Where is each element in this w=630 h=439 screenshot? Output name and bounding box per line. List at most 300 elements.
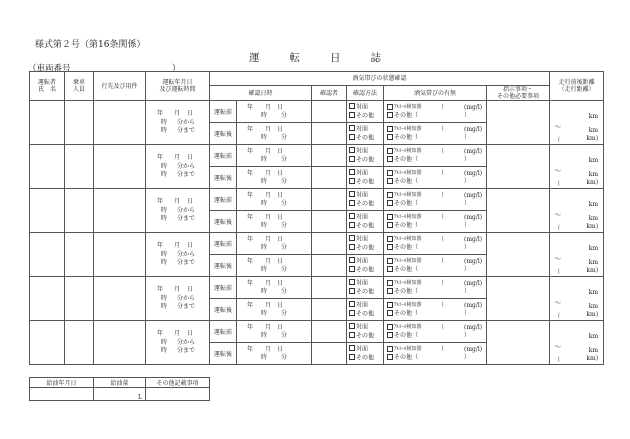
instructions-cell[interactable] — [487, 101, 550, 145]
title-char: 日 — [330, 52, 341, 64]
driver-name-cell[interactable] — [30, 189, 65, 233]
paren-label: （ — [554, 181, 561, 189]
unit-label: (mg/l) — [464, 279, 483, 287]
alcohol-meter-label: ｱﾙｺｰﾙ検知器 — [394, 169, 422, 176]
before-driving-label: 運転前 — [210, 321, 237, 343]
other-checkbox[interactable] — [387, 332, 393, 338]
driver-name-cell[interactable] — [30, 277, 65, 321]
driving-datetime-cell[interactable] — [146, 101, 210, 145]
face-label: 対面 — [356, 191, 369, 199]
instructions-cell[interactable] — [487, 277, 550, 321]
face-checkbox[interactable] — [349, 257, 355, 263]
method-cell — [347, 299, 384, 321]
distance-cell[interactable] — [550, 145, 604, 189]
paren-label: （ — [438, 103, 445, 111]
month-label: 月 — [174, 241, 181, 249]
other-label: その他（ — [394, 353, 419, 361]
month-label: 月 — [265, 235, 272, 243]
day-label: 日 — [277, 345, 284, 353]
confirmer-cell[interactable] — [312, 321, 347, 343]
km-label: km — [588, 245, 599, 253]
header-text: 指示事項・ — [503, 86, 534, 93]
check-datetime-before[interactable] — [237, 145, 312, 167]
paren-label: ） — [464, 287, 471, 295]
check-datetime-after[interactable] — [237, 343, 312, 365]
km-label: km) — [586, 355, 599, 363]
other-label: その他（ — [394, 221, 419, 229]
method-cell — [347, 211, 384, 233]
hour-label: 時 — [161, 347, 168, 355]
hour-label: 時 — [161, 118, 168, 126]
hour-label: 時 — [261, 221, 268, 229]
km-label: km — [588, 259, 599, 267]
method-cell — [347, 343, 384, 365]
km-label: km — [588, 303, 599, 311]
day-label: 日 — [187, 241, 194, 249]
from-label: 分から — [177, 294, 196, 302]
other-checkbox[interactable] — [387, 156, 393, 162]
year-label: 年 — [247, 345, 254, 353]
driver-name-cell[interactable] — [30, 321, 65, 365]
other-checkbox[interactable] — [387, 134, 393, 140]
paren-label: ） — [464, 331, 471, 339]
check-datetime-before[interactable] — [237, 101, 312, 123]
alcohol-meter-label: ｱﾙｺｰﾙ検知器 — [394, 147, 422, 154]
other-checkbox[interactable] — [387, 288, 393, 294]
paren-label: （ — [554, 357, 561, 365]
confirmer-cell[interactable] — [312, 255, 347, 277]
alcohol-meter-checkbox[interactable] — [387, 324, 393, 330]
other-checkbox[interactable] — [349, 310, 355, 316]
month-label: 月 — [265, 345, 272, 353]
month-label: 月 — [174, 329, 181, 337]
hour-label: 時 — [161, 250, 168, 258]
method-header: 確認方法 — [347, 86, 384, 101]
instructions-cell[interactable] — [487, 233, 550, 277]
other-checkbox[interactable] — [349, 200, 355, 206]
header-text: 走行前後距離 — [558, 79, 595, 86]
other-checkbox[interactable] — [349, 222, 355, 228]
presence-cell — [384, 321, 487, 343]
unit-label: (mg/l) — [464, 235, 483, 243]
minute-label: 分 — [281, 199, 288, 207]
face-checkbox[interactable] — [349, 235, 355, 241]
year-label: 年 — [247, 213, 254, 221]
until-label: 分まで — [177, 259, 196, 267]
alcohol-meter-checkbox[interactable] — [387, 346, 393, 352]
other-label: その他 — [356, 354, 375, 362]
other-checkbox[interactable] — [349, 354, 355, 360]
other-label: その他 — [356, 156, 375, 164]
check-datetime-before[interactable] — [237, 321, 312, 343]
unit-label: (mg/l) — [464, 257, 483, 265]
fuel-table — [29, 377, 210, 401]
paren-label: ） — [464, 199, 471, 207]
hour-label: 時 — [161, 206, 168, 214]
tilde-label: 〜 — [554, 211, 562, 220]
destination-cell[interactable] — [94, 101, 146, 145]
confirmer-cell[interactable] — [312, 211, 347, 233]
paren-label: ） — [464, 133, 471, 141]
face-checkbox[interactable] — [349, 279, 355, 285]
year-label: 年 — [247, 323, 254, 331]
km-label: km) — [586, 135, 599, 143]
minute-label: 分 — [281, 133, 288, 141]
day-label: 日 — [277, 103, 284, 111]
hour-label: 時 — [261, 133, 268, 141]
month-label: 月 — [174, 197, 181, 205]
unit-label: (mg/l) — [464, 147, 483, 155]
driving-datetime-cell[interactable] — [146, 277, 210, 321]
passengers-cell[interactable] — [65, 277, 94, 321]
distance-cell[interactable] — [550, 277, 604, 321]
other-label: その他（ — [394, 287, 419, 295]
paren-label: ） — [464, 177, 471, 185]
minute-label: 分 — [281, 353, 288, 361]
presence-cell — [384, 145, 487, 167]
after-driving-label: 運転後 — [210, 167, 237, 189]
confirmer-cell[interactable] — [312, 123, 347, 145]
km-label: km) — [586, 311, 599, 319]
until-label: 分まで — [177, 347, 196, 355]
year-label: 年 — [247, 257, 254, 265]
after-driving-label: 運転後 — [210, 343, 237, 365]
face-label: 対面 — [356, 279, 369, 287]
after-driving-label: 運転後 — [210, 255, 237, 277]
paren-label: （ — [438, 235, 445, 243]
minute-label: 分 — [281, 155, 288, 163]
minute-label: 分 — [281, 221, 288, 229]
face-checkbox[interactable] — [349, 169, 355, 175]
face-checkbox[interactable] — [349, 301, 355, 307]
from-label: 分から — [177, 118, 196, 126]
month-label: 月 — [174, 285, 181, 293]
vehicle-number-label: （車両番号 — [28, 64, 71, 74]
hour-label: 時 — [161, 215, 168, 223]
year-label: 年 — [157, 153, 164, 161]
header-text: 人員 — [72, 86, 85, 94]
instructions-cell[interactable] — [487, 145, 550, 189]
presence-cell — [384, 255, 487, 277]
other-label: その他（ — [394, 199, 419, 207]
year-label: 年 — [247, 235, 254, 243]
minute-label: 分 — [281, 287, 288, 295]
day-label: 日 — [277, 279, 284, 287]
face-checkbox[interactable] — [349, 125, 355, 131]
before-driving-label: 運転前 — [210, 101, 237, 123]
check-datetime-before[interactable] — [237, 277, 312, 299]
vehicle-number-close-paren: ） — [172, 64, 181, 74]
check-datetime-before[interactable] — [237, 189, 312, 211]
day-label: 日 — [277, 301, 284, 309]
alcohol-meter-label: ｱﾙｺｰﾙ検知器 — [394, 125, 422, 132]
confirmer-cell[interactable] — [312, 145, 347, 167]
fuel-notes-header: その他記載事項 — [146, 378, 210, 388]
day-label: 日 — [277, 125, 284, 133]
alcohol-meter-checkbox[interactable] — [387, 214, 393, 220]
day-label: 日 — [187, 109, 194, 117]
face-label: 対面 — [356, 103, 369, 111]
distance-cell[interactable] — [550, 101, 604, 145]
other-checkbox[interactable] — [349, 266, 355, 272]
destination-cell[interactable] — [94, 321, 146, 365]
after-driving-label: 運転後 — [210, 211, 237, 233]
alcohol-meter-checkbox[interactable] — [387, 192, 393, 198]
hour-label: 時 — [261, 111, 268, 119]
other-checkbox[interactable] — [387, 112, 393, 118]
year-label: 年 — [247, 191, 254, 199]
alcohol-meter-label: ｱﾙｺｰﾙ検知器 — [394, 345, 422, 352]
year-label: 年 — [247, 279, 254, 287]
face-label: 対面 — [356, 125, 369, 133]
other-checkbox[interactable] — [349, 156, 355, 162]
year-label: 年 — [247, 103, 254, 111]
paren-label: （ — [438, 279, 445, 287]
face-checkbox[interactable] — [349, 213, 355, 219]
other-label: その他 — [356, 134, 375, 142]
other-label: その他（ — [394, 133, 419, 141]
alcohol-meter-checkbox[interactable] — [387, 236, 393, 242]
confirmer-cell[interactable] — [312, 233, 347, 255]
header-text: （走行距離） — [558, 86, 595, 94]
method-cell — [347, 123, 384, 145]
other-checkbox[interactable] — [349, 178, 355, 184]
unit-label: (mg/l) — [464, 169, 483, 177]
header-text: 及び運転時間 — [159, 86, 196, 94]
passengers-cell[interactable] — [65, 233, 94, 277]
other-checkbox[interactable] — [387, 310, 393, 316]
method-cell — [347, 101, 384, 123]
km-label: km — [588, 289, 599, 297]
month-label: 月 — [174, 153, 181, 161]
distance-cell[interactable] — [550, 321, 604, 365]
header-text: 運転年月日 — [162, 79, 193, 86]
driving-datetime-cell[interactable] — [146, 145, 210, 189]
confirmer-cell[interactable] — [312, 101, 347, 123]
passengers-cell[interactable] — [65, 101, 94, 145]
check-datetime-after[interactable] — [237, 299, 312, 321]
distance-cell[interactable] — [550, 189, 604, 233]
paren-label: （ — [438, 301, 445, 309]
instructions-cell[interactable] — [487, 321, 550, 365]
confirmer-cell[interactable] — [312, 167, 347, 189]
hour-label: 時 — [161, 162, 168, 170]
day-label: 日 — [277, 191, 284, 199]
km-label: km — [588, 215, 599, 223]
hour-label: 時 — [261, 331, 268, 339]
confirmer-cell[interactable] — [312, 299, 347, 321]
before-driving-label: 運転前 — [210, 277, 237, 299]
passengers-cell[interactable] — [65, 321, 94, 365]
alcohol-meter-checkbox[interactable] — [387, 280, 393, 286]
day-label: 日 — [277, 213, 284, 221]
destination-header: 行先及び用件 — [94, 72, 146, 101]
destination-cell[interactable] — [94, 233, 146, 277]
paren-label: （ — [438, 323, 445, 331]
alcohol-meter-checkbox[interactable] — [387, 170, 393, 176]
unit-label: (mg/l) — [464, 125, 483, 133]
method-cell — [347, 167, 384, 189]
other-checkbox[interactable] — [349, 134, 355, 140]
passengers-header — [65, 72, 94, 101]
confirmer-cell[interactable] — [312, 343, 347, 365]
alcohol-check-header: 酒気帯びの状態確認 — [210, 72, 550, 86]
day-label: 日 — [187, 197, 194, 205]
alcohol-meter-label: ｱﾙｺｰﾙ検知器 — [394, 257, 422, 264]
check-datetime-after[interactable] — [237, 167, 312, 189]
distance-cell[interactable] — [550, 233, 604, 277]
face-label: 対面 — [356, 257, 369, 265]
fuel-date-header: 給油年月日 — [30, 378, 94, 388]
km-label: km — [588, 347, 599, 355]
km-label: km — [588, 127, 599, 135]
confirmer-cell[interactable] — [312, 189, 347, 211]
form-number-label: 様式第２号（第16条関係） — [35, 40, 146, 50]
other-checkbox[interactable] — [387, 354, 393, 360]
driver-name-cell[interactable] — [30, 101, 65, 145]
other-label: その他 — [356, 178, 375, 186]
presence-cell — [384, 343, 487, 365]
hour-label: 時 — [161, 127, 168, 135]
driver-name-cell[interactable] — [30, 233, 65, 277]
other-checkbox[interactable] — [349, 332, 355, 338]
driving-datetime-cell[interactable] — [146, 189, 210, 233]
instructions-header — [487, 86, 550, 101]
year-label: 年 — [157, 241, 164, 249]
confirmer-cell[interactable] — [312, 277, 347, 299]
tilde-label: 〜 — [554, 123, 562, 132]
instructions-cell[interactable] — [487, 189, 550, 233]
from-label: 分から — [177, 162, 196, 170]
other-label: その他 — [356, 200, 375, 208]
method-cell — [347, 277, 384, 299]
alcohol-meter-checkbox[interactable] — [387, 258, 393, 264]
other-label: その他 — [356, 310, 375, 318]
alcohol-meter-label: ｱﾙｺｰﾙ検知器 — [394, 323, 422, 330]
other-label: その他（ — [394, 243, 419, 251]
driving-datetime-cell[interactable] — [146, 233, 210, 277]
day-label: 日 — [277, 257, 284, 265]
month-label: 月 — [265, 213, 272, 221]
face-checkbox[interactable] — [349, 147, 355, 153]
year-label: 年 — [247, 169, 254, 177]
paren-label: （ — [438, 125, 445, 133]
hour-label: 時 — [261, 177, 268, 185]
passengers-cell[interactable] — [65, 145, 94, 189]
hour-label: 時 — [161, 294, 168, 302]
other-checkbox[interactable] — [349, 288, 355, 294]
presence-cell — [384, 277, 487, 299]
unit-label: (mg/l) — [464, 323, 483, 331]
km-label: km — [588, 171, 599, 179]
presence-cell — [384, 101, 487, 123]
month-label: 月 — [265, 191, 272, 199]
check-datetime-after[interactable] — [237, 211, 312, 233]
face-label: 対面 — [356, 345, 369, 353]
other-checkbox[interactable] — [349, 112, 355, 118]
unit-label: (mg/l) — [464, 301, 483, 309]
presence-cell — [384, 211, 487, 233]
destination-cell[interactable] — [94, 145, 146, 189]
header-text: 乗車 — [72, 79, 85, 86]
face-checkbox[interactable] — [349, 345, 355, 351]
month-label: 月 — [265, 279, 272, 287]
other-label: その他 — [356, 332, 375, 340]
other-checkbox[interactable] — [387, 244, 393, 250]
minute-label: 分 — [281, 331, 288, 339]
check-datetime-after[interactable] — [237, 123, 312, 145]
day-label: 日 — [187, 285, 194, 293]
alcohol-meter-label: ｱﾙｺｰﾙ検知器 — [394, 235, 422, 242]
alcohol-meter-checkbox[interactable] — [387, 104, 393, 110]
check-datetime-header: 確認日時 — [210, 86, 312, 101]
other-label: その他 — [356, 112, 375, 120]
method-cell — [347, 321, 384, 343]
face-label: 対面 — [356, 235, 369, 243]
destination-cell[interactable] — [94, 277, 146, 321]
year-label: 年 — [247, 125, 254, 133]
paren-label: （ — [438, 257, 445, 265]
day-label: 日 — [277, 323, 284, 331]
before-driving-label: 運転前 — [210, 145, 237, 167]
alcohol-meter-label: ｱﾙｺｰﾙ検知器 — [394, 191, 422, 198]
paren-label: （ — [438, 345, 445, 353]
face-checkbox[interactable] — [349, 191, 355, 197]
passengers-cell[interactable] — [65, 189, 94, 233]
year-label: 年 — [157, 109, 164, 117]
driver-name-header — [30, 72, 65, 101]
alcohol-meter-checkbox[interactable] — [387, 126, 393, 132]
month-label: 月 — [265, 169, 272, 177]
distance-header — [550, 72, 604, 101]
fuel-date-cell[interactable] — [30, 388, 94, 401]
face-checkbox[interactable] — [349, 103, 355, 109]
minute-label: 分 — [281, 243, 288, 251]
other-checkbox[interactable] — [387, 222, 393, 228]
hour-label: 時 — [261, 199, 268, 207]
alcohol-meter-label: ｱﾙｺｰﾙ検知器 — [394, 301, 422, 308]
hour-label: 時 — [161, 259, 168, 267]
header-text: 運転者 — [37, 79, 56, 86]
tilde-label: 〜 — [554, 343, 562, 352]
alcohol-meter-label: ｱﾙｺｰﾙ検知器 — [394, 213, 422, 220]
km-label: km — [588, 113, 599, 121]
driver-name-cell[interactable] — [30, 145, 65, 189]
alcohol-meter-checkbox[interactable] — [387, 302, 393, 308]
paren-label: （ — [438, 213, 445, 221]
destination-cell[interactable] — [94, 189, 146, 233]
other-checkbox[interactable] — [349, 244, 355, 250]
driving-datetime-header — [146, 72, 210, 101]
driving-datetime-cell[interactable] — [146, 321, 210, 365]
other-label: その他（ — [394, 265, 419, 273]
hour-label: 時 — [261, 265, 268, 273]
alcohol-meter-checkbox[interactable] — [387, 148, 393, 154]
day-label: 日 — [187, 153, 194, 161]
check-datetime-before[interactable] — [237, 233, 312, 255]
other-checkbox[interactable] — [387, 266, 393, 272]
fuel-amount-cell[interactable] — [94, 388, 146, 401]
fuel-notes-cell[interactable] — [146, 388, 210, 401]
km-label: km) — [586, 179, 599, 187]
check-datetime-after[interactable] — [237, 255, 312, 277]
before-driving-label: 運転前 — [210, 189, 237, 211]
other-checkbox[interactable] — [387, 178, 393, 184]
presence-cell — [384, 299, 487, 321]
month-label: 月 — [174, 109, 181, 117]
face-checkbox[interactable] — [349, 323, 355, 329]
other-checkbox[interactable] — [387, 200, 393, 206]
